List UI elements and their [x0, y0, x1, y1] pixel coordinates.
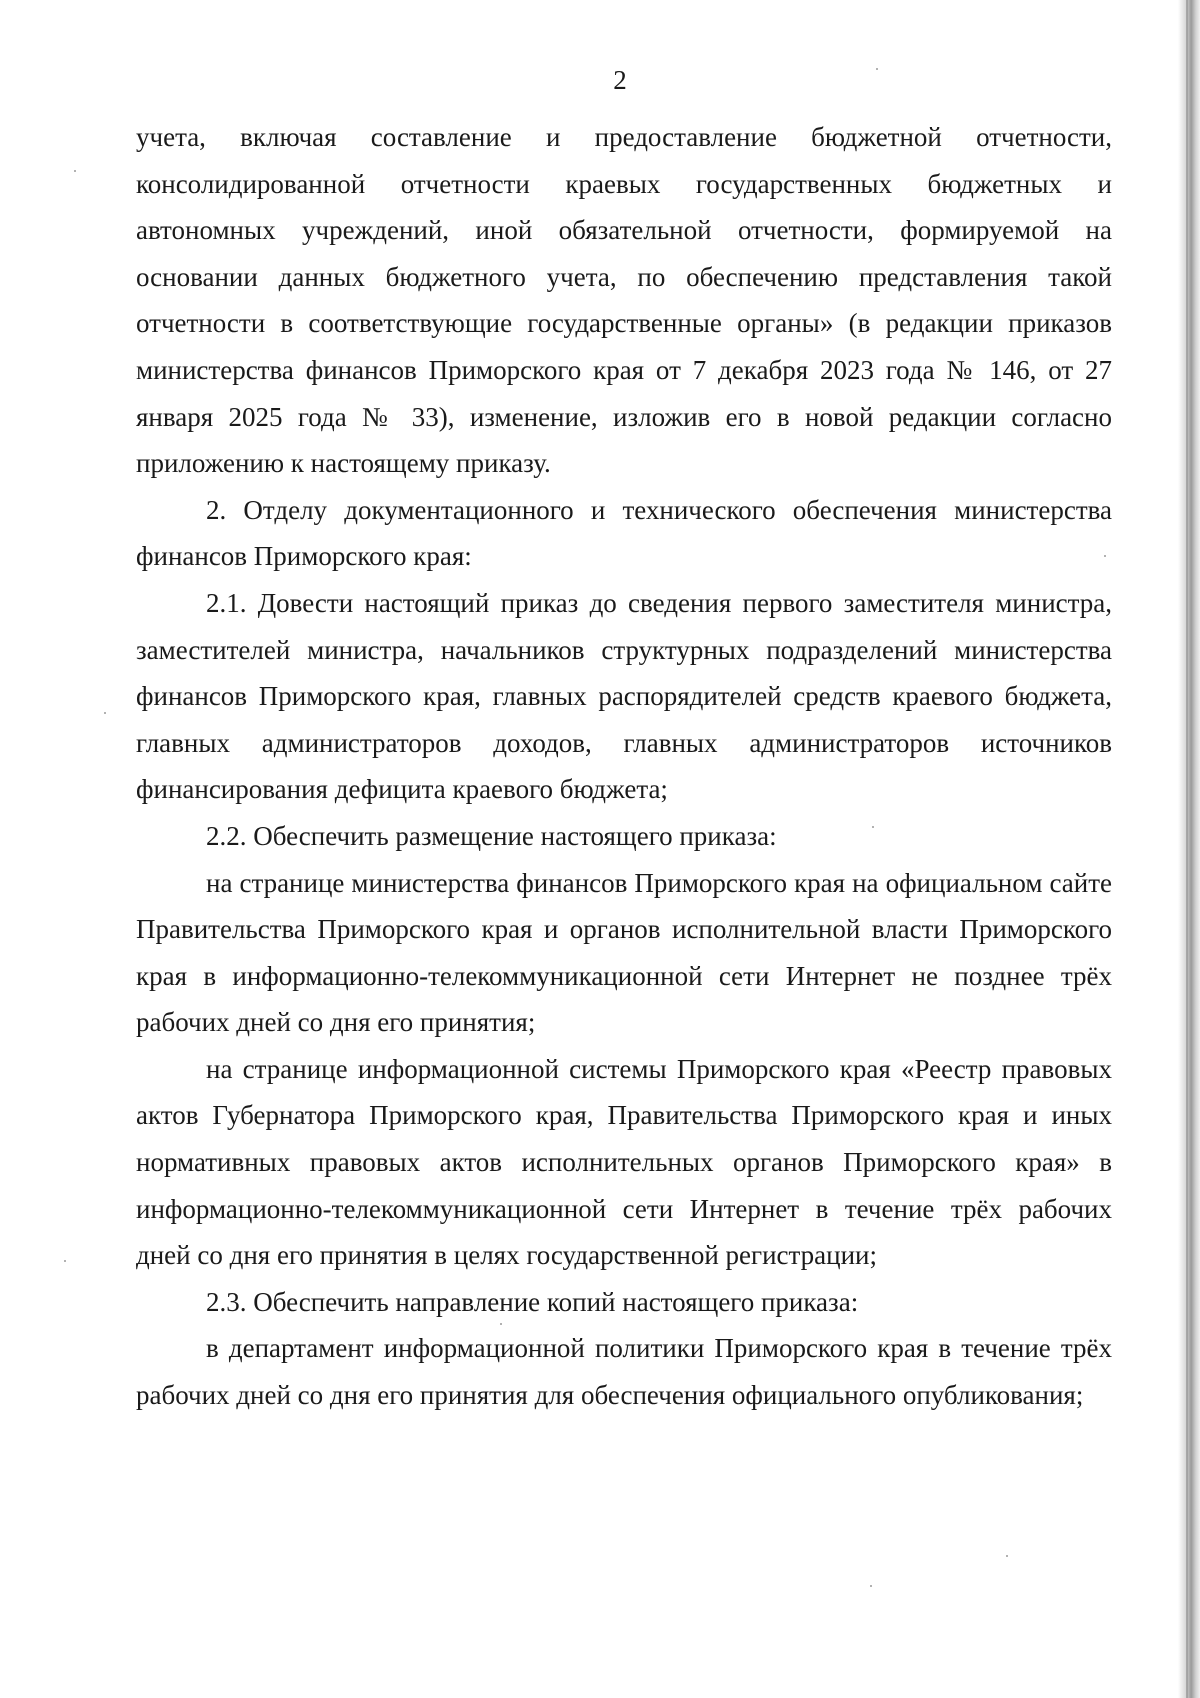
paragraph-item-2-2-registry: на странице информационной системы Приморского края «Реестр правовых актов Губернатора Приморского края, Правительства Приморского края и иных нормативных правовых актов исполнительных органов Приморского края» в информационно-телекоммуникационной сети Интернет в течение трёх рабочих дней со дня его принятия в целях государственной регистрации;: [136, 1053, 1112, 1271]
scan-edge-line: [1186, 0, 1188, 1698]
scan-speck: [876, 68, 878, 70]
paragraph-continuation: учета, включая составление и предоставление бюджетной отчетности, консолидированной отчетности краевых государственных бюджетных и автономных учреждений, иной обязательной отчетности, формируемой на основании данных бюджетного учета, по обеспечению представления такой отчетности в соответствующие государственные органы» (в редакции приказов министерства финансов Приморского края от 7 декабря 2023 года № 146, от 27 января 2025 года № 33), изменение, изложив его в новой редакции согласно приложению к настоящему приказу.: [136, 122, 1112, 479]
paragraph-item-2-3-department: в департамент информационной политики Приморского края в течение трёх рабочих дней со дня его принятия для обеспечения официального опубликования;: [136, 1333, 1112, 1411]
scan-speck: [74, 170, 76, 172]
scan-edge-shadow: [1178, 0, 1200, 1698]
scan-speck: [64, 1260, 66, 1262]
paragraph-item-2-1: 2.1. Довести настоящий приказ до сведения первого заместителя министра, заместителей министра, начальников структурных подразделений министерства финансов Приморского края, главных распорядителей средств краевого бюджета, главных администраторов доходов, главных администраторов источников финансирования дефицита краевого бюджета;: [136, 587, 1112, 805]
scan-speck: [1006, 1555, 1008, 1557]
paragraph-item-2-2-ministry-site: на странице министерства финансов Приморского края на официальном сайте Правительства Приморского края и органов исполнительной власти Приморского края в информационно-телекоммуникационной сети Интернет не позднее трёх рабочих дней со дня его принятия;: [136, 867, 1112, 1038]
page-number: 2: [613, 65, 627, 95]
scan-speck: [500, 1323, 502, 1325]
scan-speck: [870, 1585, 872, 1587]
paragraph-item-2: 2. Отделу документационного и технического обеспечения министерства финансов Приморского края:: [136, 494, 1112, 572]
paragraph-item-2-3: 2.3. Обеспечить направление копий настоящего приказа:: [206, 1286, 859, 1317]
scan-speck: [104, 712, 106, 714]
paragraph-item-2-2: 2.2. Обеспечить размещение настоящего приказа:: [206, 820, 777, 851]
scan-speck: [1104, 555, 1106, 557]
scan-speck: [872, 826, 874, 828]
document-body: [136, 114, 1112, 1419]
